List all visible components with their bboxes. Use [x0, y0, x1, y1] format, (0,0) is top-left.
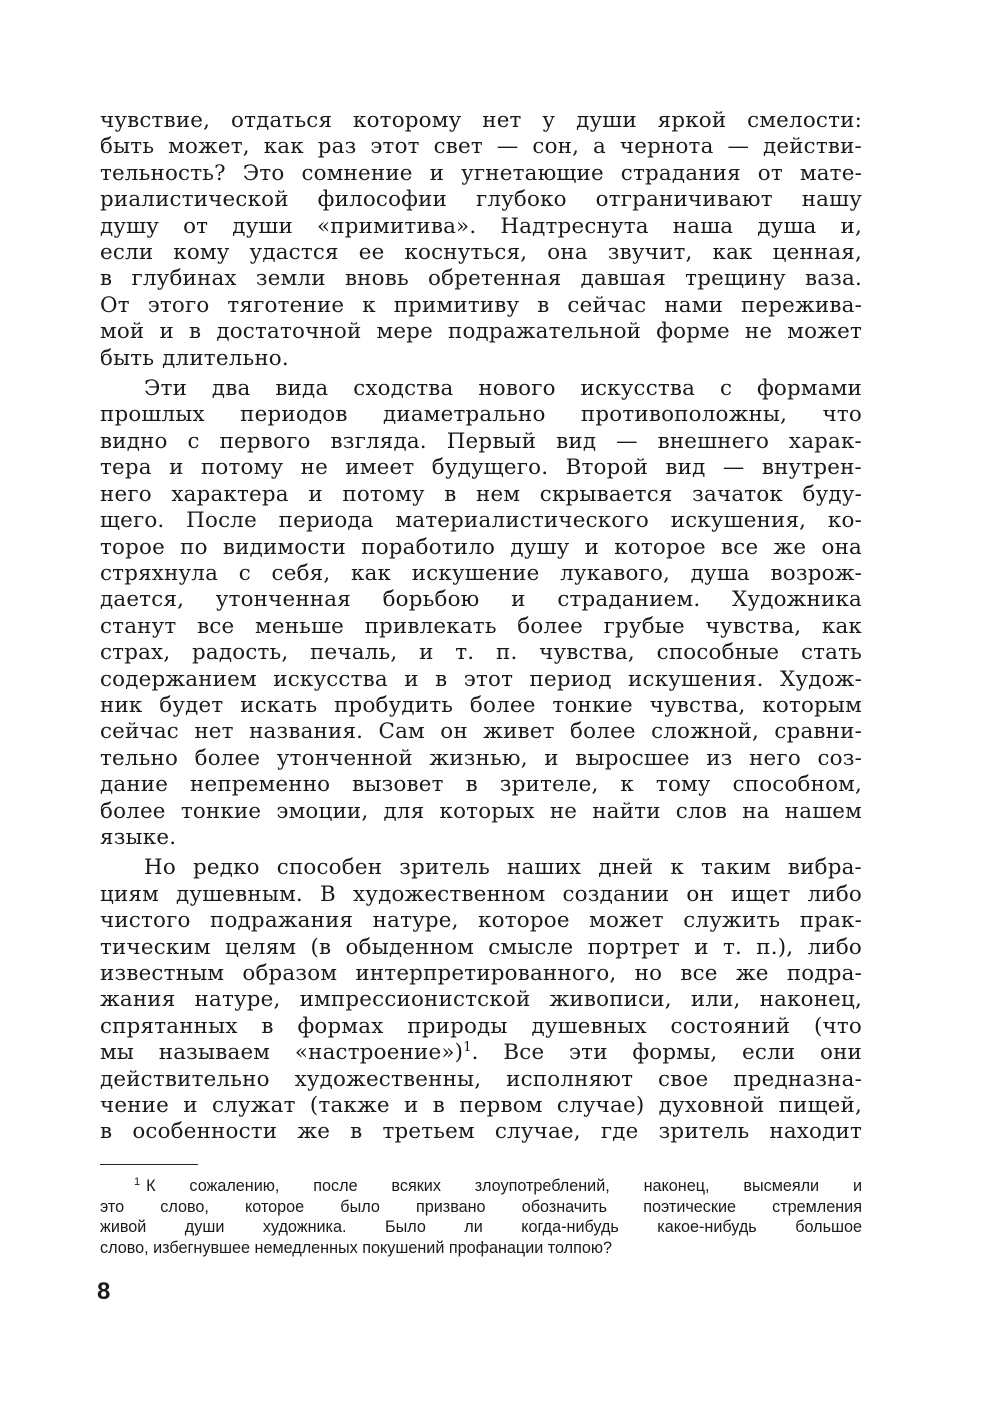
text-line: тическим целям (в обыденном смысле портрет и т. п.), либо	[100, 934, 862, 960]
footnote-line	[100, 1176, 862, 1197]
text-line: содержанием искусства и в этот период искушения. Худож-	[100, 666, 862, 692]
footnote-divider	[100, 1164, 198, 1165]
text-line: торое по видимости поработило душу и которое все же она	[100, 534, 862, 560]
text-line: риалистической философии глубоко отграничивают нашу	[100, 187, 862, 213]
text-line: в глубинах земли вновь обретенная давшая трещину ваза.	[100, 266, 862, 292]
text-line: чистого подражания натуре, которое может служить прак-	[100, 908, 862, 934]
footnote-mark: 1	[134, 1175, 141, 1188]
footnote-reference[interactable]: 1	[463, 1040, 472, 1056]
text-line: От этого тяготение к примитиву в сейчас нами пережива-	[100, 292, 862, 318]
text-line: быть может, как раз этот свет — сон, а чернота — действи-	[100, 134, 862, 160]
text-line: тельно более утонченной жизнью, и выросшее из него соз-	[100, 745, 862, 771]
text-line: дается, утонченная борьбою и страданием. Художника	[100, 587, 862, 613]
text-line: циям душевным. В художественном создании он ищет либо	[100, 881, 862, 907]
text-line: страх, радость, печаль, и т. п. чувства, способные стать	[100, 640, 862, 666]
text-line: языке.	[100, 824, 177, 850]
text-line: душу от души «примитива». Надтреснута наша душа и,	[100, 213, 862, 239]
paragraph-2	[100, 376, 862, 851]
text-line: спрятанных в формах природы душевных состояний (что	[100, 1013, 862, 1039]
text-fragment: . Все эти формы, если они	[471, 1040, 862, 1066]
text-line: стряхнула с себя, как искушение лукавого, душа возрож-	[100, 560, 862, 586]
text-line: в особенности же в третьем случае, где зритель находит	[100, 1119, 862, 1145]
footnote-line: слово, избегнувшее немедленных покушений профанации толпою?	[100, 1238, 613, 1257]
text-line: известным образом интерпретированного, но все же подра-	[100, 961, 862, 986]
text-line: чувствие, отдаться которому нет у души яркой смелости:	[100, 108, 862, 133]
text-line: тера и потому не имеет будущего. Второй вид — внутрен-	[100, 455, 862, 481]
text-fragment: мы называем «настроение»)	[100, 1040, 464, 1066]
text-line: него характера и потому в нем скрывается зачаток буду-	[100, 481, 862, 507]
text-line: более тонкие эмоции, для которых не найти слов на нашем	[100, 798, 862, 824]
footnote-line: это слово, которое было призвано обозначить поэтические стремления	[100, 1197, 862, 1216]
text-line: Но редко способен зритель наших дней к таким вибра-	[144, 855, 862, 881]
text-line: щего. После периода материалистического искушения, ко-	[100, 508, 862, 534]
text-line: видно с первого взгляда. Первый вид — внешнего харак-	[100, 428, 862, 454]
main-text	[100, 108, 862, 1146]
page-body	[100, 108, 862, 1146]
paragraph-3	[100, 855, 862, 1145]
footnote-line: живой души художника. Было ли когда-нибудь какое-нибудь большое	[100, 1218, 862, 1236]
page-number: 8	[97, 1278, 111, 1305]
text-line: быть длительно.	[100, 345, 289, 371]
text-line: чение и служат (также и в первом случае) духовной пищей,	[100, 1093, 862, 1119]
text-line: тельность? Это сомнение и угнетающие страдания от мате-	[100, 160, 862, 186]
text-line: сейчас нет названия. Сам он живет более сложной, сравни-	[100, 719, 862, 745]
text-line: действительно художественны, исполняют свое предназна-	[100, 1066, 862, 1092]
footnote	[100, 1176, 862, 1258]
text-line: если кому удастся ее коснуться, она звучит, как ценная,	[100, 240, 862, 266]
text-line-with-footnote-ref	[100, 1040, 862, 1066]
text-line: прошлых периодов диаметрально противоположны, что	[100, 402, 862, 428]
text-line: ник будет искать пробудить более тонкие чувства, которым	[100, 692, 862, 718]
text-line: станут все меньше привлекать более грубые чувства, как	[100, 613, 862, 639]
text-line: жания натуре, импрессионистской живописи, или, наконец,	[100, 987, 862, 1013]
paragraph-1	[100, 108, 862, 372]
text-line: мой и в достаточной мере подражательной форме не может	[100, 319, 862, 345]
text-line: дание непременно вызовет в зрителе, к тому способном,	[100, 772, 862, 798]
footnote-text: К сожалению, после всяких злоупотреблений, наконец, высмеяли и	[146, 1177, 862, 1195]
text-line: Эти два вида сходства нового искусства с формами	[144, 376, 862, 402]
